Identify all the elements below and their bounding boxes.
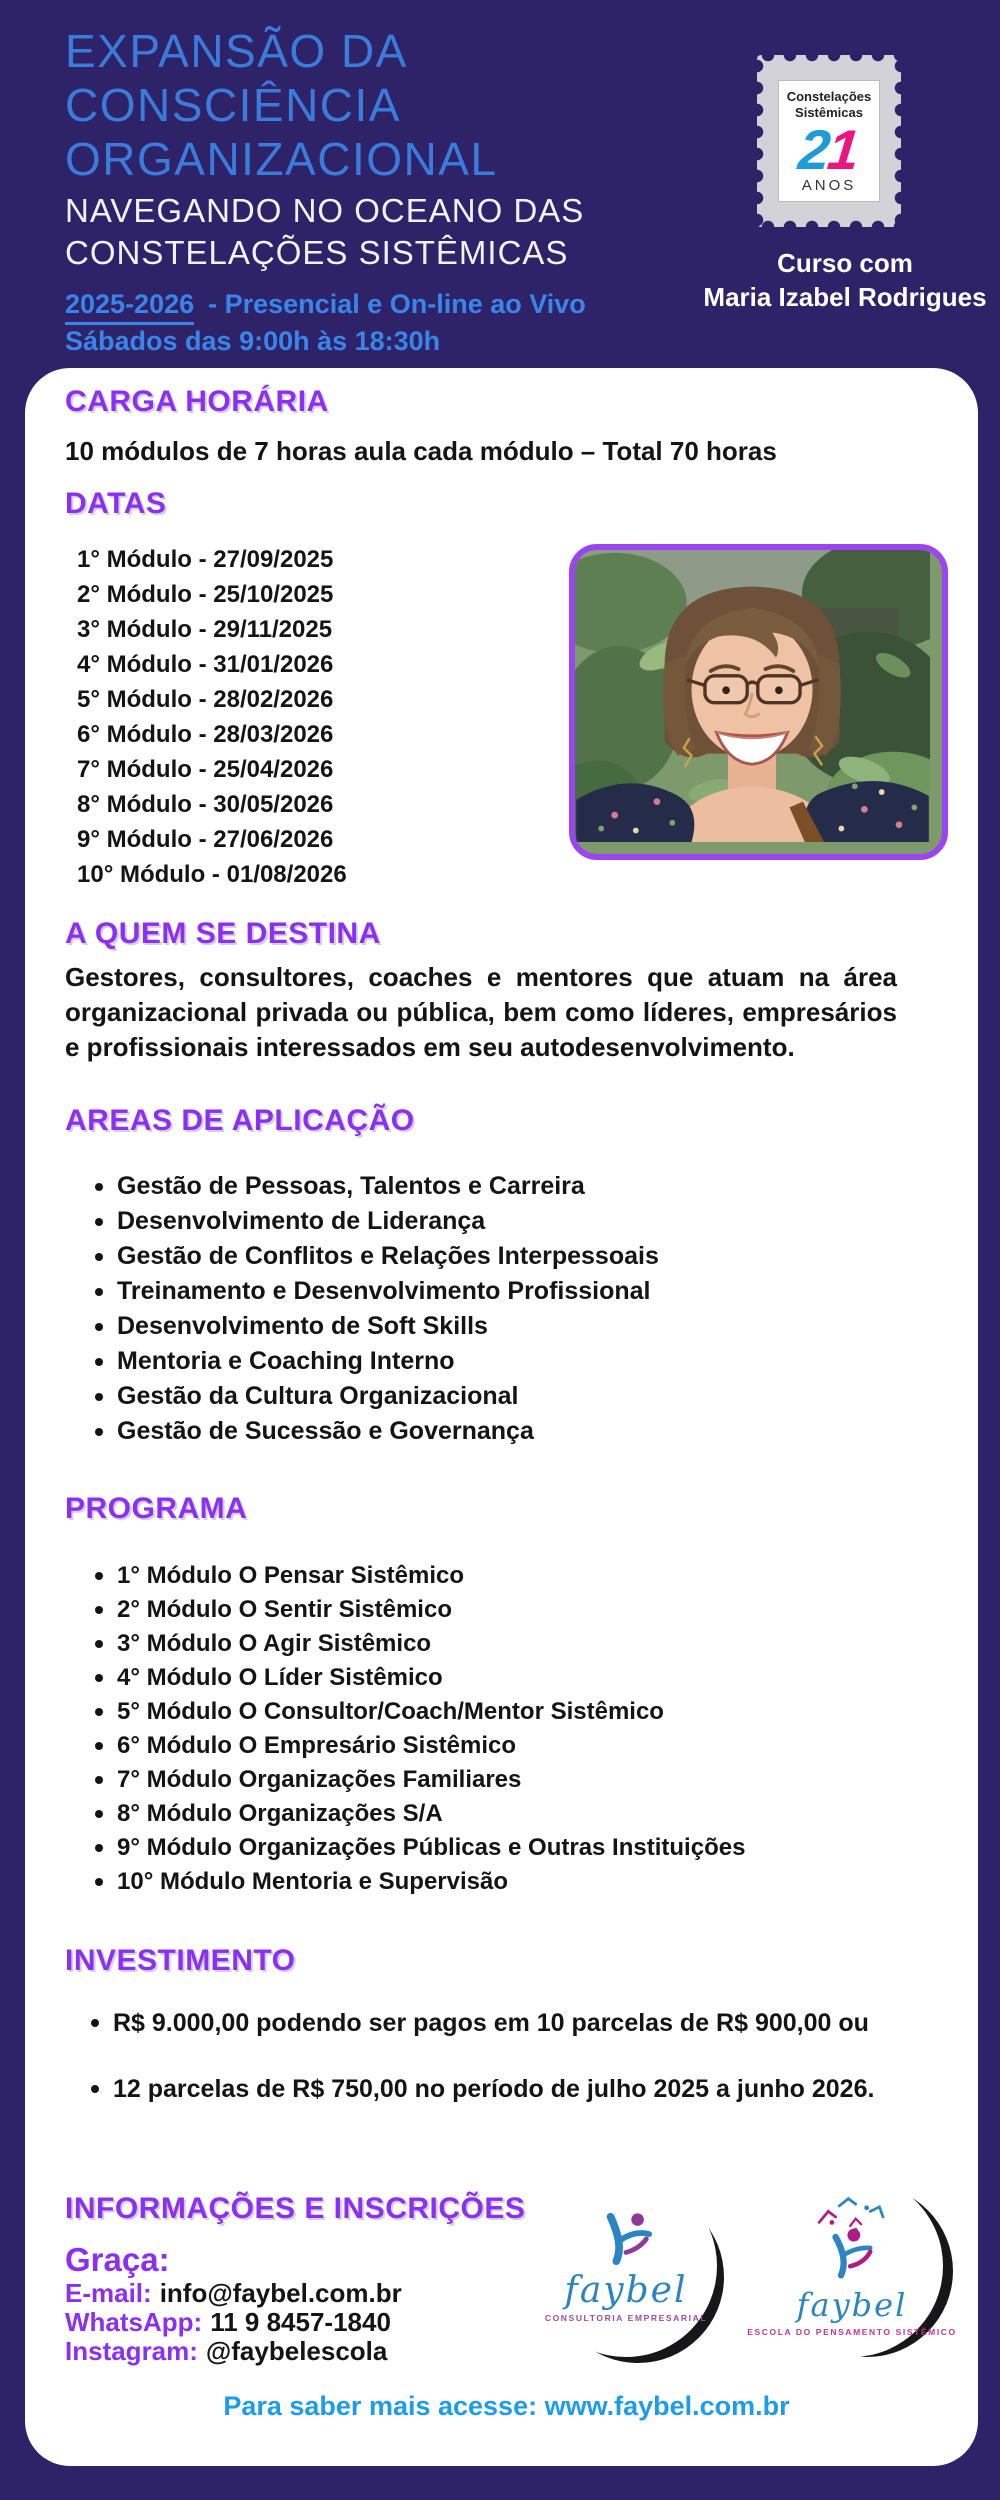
list-item: 3° Módulo O Agir Sistêmico [65, 1627, 948, 1661]
stamp-digit-2: 2 [795, 118, 834, 181]
schedule-block [65, 286, 685, 360]
bottom-row [65, 2167, 957, 2366]
instructor-name: Maria Izabel Rodrigues [703, 282, 987, 312]
list-item: 8° Módulo Organizações S/A [65, 1797, 948, 1831]
list-item: 7° Módulo - 25/04/2026 [77, 756, 334, 783]
list-item: Mentoria e Coaching Interno [65, 1344, 948, 1379]
programa-list [65, 1559, 948, 1899]
datas-row [65, 542, 948, 892]
contact-email-line [65, 2279, 535, 2308]
contact-whatsapp-line [65, 2308, 535, 2337]
anniversary-stamp-inner [778, 80, 880, 202]
list-item: 1° Módulo - 27/09/2025 [77, 546, 334, 573]
section-title-investimento: INVESTIMENTO [65, 1944, 296, 1977]
stamp-21-number [779, 118, 879, 181]
list-item: 4° Módulo - 31/01/2026 [77, 651, 334, 678]
faybel-consultoria-caption: CONSULTORIA EMPRESARIAL [544, 2313, 708, 2323]
list-item: Gestão de Conflitos e Relações Interpessoais [65, 1239, 948, 1274]
stamp-text-line-1: Constelações [786, 89, 872, 104]
list-item: 5° Módulo - 28/02/2026 [77, 686, 334, 713]
list-item: 10° Módulo - 01/08/2026 [77, 861, 347, 888]
logos-row [535, 2175, 957, 2357]
list-item: Desenvolvimento de Soft Skills [65, 1309, 948, 1344]
email-label: E-mail: [65, 2278, 152, 2308]
list-item: 6° Módulo - 28/03/2026 [77, 721, 334, 748]
schedule-line-2: Sábados das 9:00h às 18:30h [65, 326, 441, 356]
list-item: 4° Módulo O Líder Sistêmico [65, 1661, 948, 1695]
website-link[interactable]: Para saber mais acesse: www.faybel.com.br [223, 2391, 790, 2421]
list-item: Gestão de Pessoas, Talentos e Carreira [65, 1169, 948, 1204]
section-title-carga-horaria: CARGA HORÁRIA [65, 385, 329, 418]
subtitle-line-1: NAVEGANDO NO OCEANO DAS [65, 192, 585, 229]
course-with-line: Curso com [777, 248, 913, 278]
list-item: 1° Módulo O Pensar Sistêmico [65, 1559, 948, 1593]
list-item: 12 parcelas de R$ 750,00 no período de julho 2025 a junho 2026. [65, 2073, 948, 2105]
section-title-areas-de-aplicacao: AREAS DE APLICAÇÃO [65, 1104, 415, 1137]
section-title-a-quem-se-destina: A QUEM SE DESTINA [65, 917, 381, 950]
list-item: 7° Módulo Organizações Familiares [65, 1763, 948, 1797]
section-title-datas: DATAS [65, 487, 167, 520]
edition-years: 2025-2026 [65, 289, 194, 325]
stamp-text-line-2: Sistêmicas [795, 105, 863, 120]
list-item: 10° Módulo Mentoria e Supervisão [65, 1865, 948, 1899]
whatsapp-value[interactable]: 11 9 8457-1840 [210, 2307, 391, 2337]
anniversary-stamp [757, 55, 901, 227]
section-title-informacoes-inscricoes: INFORMAÇÕES E INSCRIÇÕES [65, 2192, 526, 2225]
faybel-wordmark: faybel [796, 2286, 908, 2324]
carga-horaria-text: 10 módulos de 7 horas aula cada módulo – Total 70 horas [65, 436, 777, 466]
faybel-escola-caption: ESCOLA DO PENSAMENTO SISTÊMICO [747, 2327, 957, 2337]
content-card [25, 368, 978, 2466]
list-item: 2° Módulo - 25/10/2025 [77, 581, 334, 608]
email-value[interactable]: info@faybel.com.br [159, 2278, 402, 2308]
stamp-anos-label: ANOS [801, 177, 857, 194]
investimento-list [65, 2007, 948, 2105]
instagram-value[interactable]: @faybelescola [205, 2336, 388, 2366]
contact-person-name: Graça: [65, 2241, 170, 2278]
edition-mode: - Presencial e On-line ao Vivo [208, 289, 586, 319]
list-item: Gestão da Cultura Organizacional [65, 1379, 948, 1414]
list-item: R$ 9.000,00 podendo ser pagos em 10 parcelas de R$ 900,00 ou [65, 2007, 948, 2039]
list-item: 2° Módulo O Sentir Sistêmico [65, 1593, 948, 1627]
title-line-3: ORGANIZACIONAL [65, 133, 498, 185]
title-line-1: EXPANSÃO DA [65, 25, 408, 77]
faybel-consultoria-logo [535, 2175, 717, 2357]
whatsapp-label: WhatsApp: [65, 2307, 203, 2337]
list-item: 9° Módulo - 27/06/2026 [77, 826, 334, 853]
list-item: Desenvolvimento de Liderança [65, 1204, 948, 1239]
title-line-2: CONSCIÊNCIA [65, 79, 401, 131]
list-item: Gestão de Sucessão e Governança [65, 1414, 948, 1449]
subtitle-line-2: CONSTELAÇÕES SISTÊMICAS [65, 234, 569, 271]
list-item: 8° Módulo - 30/05/2026 [77, 791, 334, 818]
faybel-escola-logo [747, 2175, 957, 2357]
faybel-wordmark: faybel [564, 2270, 688, 2311]
course-with-block [690, 246, 1000, 314]
schedule-line-1 [65, 286, 685, 323]
a-quem-se-destina-text: Gestores, consultores, coaches e mentores que atuam na área organizacional privada ou pública, bem como líderes, empresários e profissionais interessados em seu autodesenvolvimento. [65, 962, 897, 1062]
page-title [65, 24, 685, 186]
instructor-photo [569, 544, 948, 860]
header [65, 24, 685, 360]
faybel-figure-icon [600, 2209, 652, 2270]
list-item: Treinamento e Desenvolvimento Profissional [65, 1274, 948, 1309]
section-title-programa: PROGRAMA [65, 1492, 248, 1525]
list-item: 9° Módulo Organizações Públicas e Outras Instituições [65, 1831, 948, 1865]
instagram-label: Instagram: [65, 2336, 198, 2366]
list-item: 6° Módulo O Empresário Sistêmico [65, 1729, 948, 1763]
areas-de-aplicacao-list [65, 1169, 948, 1449]
list-item: 5° Módulo O Consultor/Coach/Mentor Sistêmico [65, 1695, 948, 1729]
list-item: 3° Módulo - 29/11/2025 [77, 616, 333, 643]
contact-instagram-line [65, 2337, 535, 2366]
stamp-digit-1: 1 [824, 118, 863, 181]
page-subtitle [65, 190, 685, 274]
faybel-escola-figures-icon [812, 2195, 892, 2284]
module-dates-list [65, 542, 347, 892]
contact-block [65, 2167, 535, 2366]
